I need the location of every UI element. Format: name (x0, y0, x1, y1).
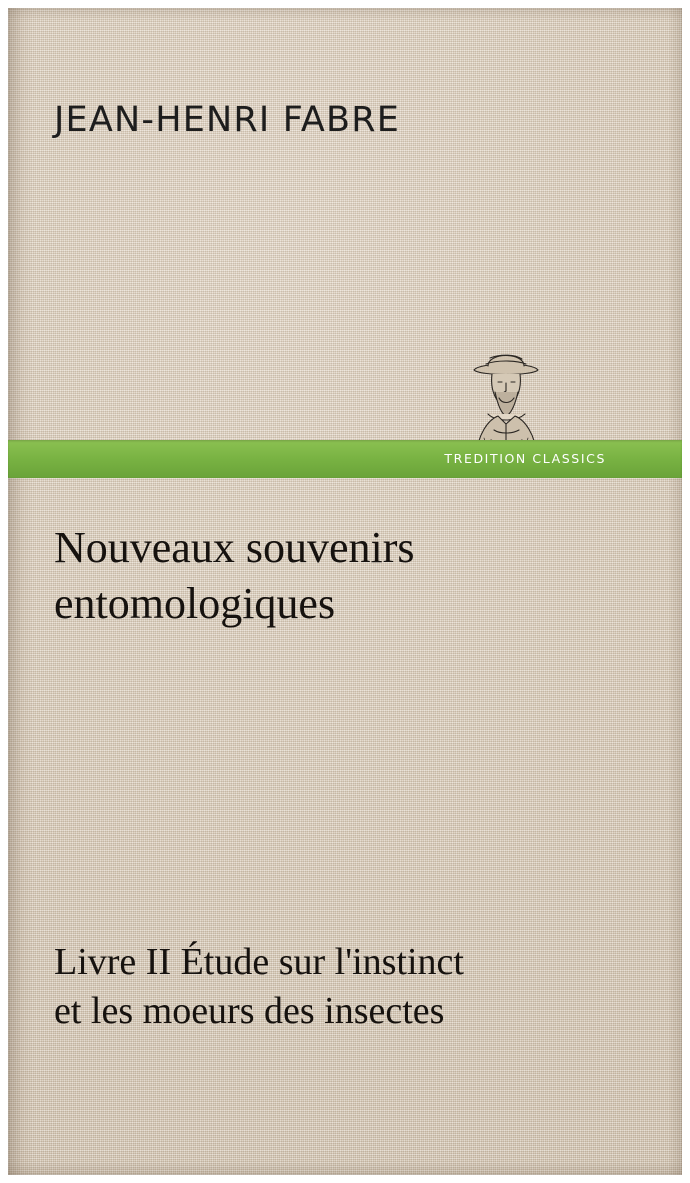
cover-board (8, 8, 682, 1175)
book-subtitle (54, 938, 658, 1037)
spine-shadow (8, 8, 34, 1175)
author-name: JEAN-HENRI FABRE (54, 100, 401, 140)
book-title: Nouveaux souvenirs entomologiques (54, 523, 415, 629)
right-edge-shadow (668, 8, 682, 1175)
top-edge-shadow (8, 8, 682, 20)
bottom-edge-shadow (8, 1161, 682, 1175)
book-subtitle-line-2: et les moeurs des insectes (54, 990, 445, 1033)
publisher-band-label: TREDITION CLASSICS (444, 451, 606, 466)
book-subtitle-line-1: Livre II Étude sur l'instinct (54, 941, 464, 983)
